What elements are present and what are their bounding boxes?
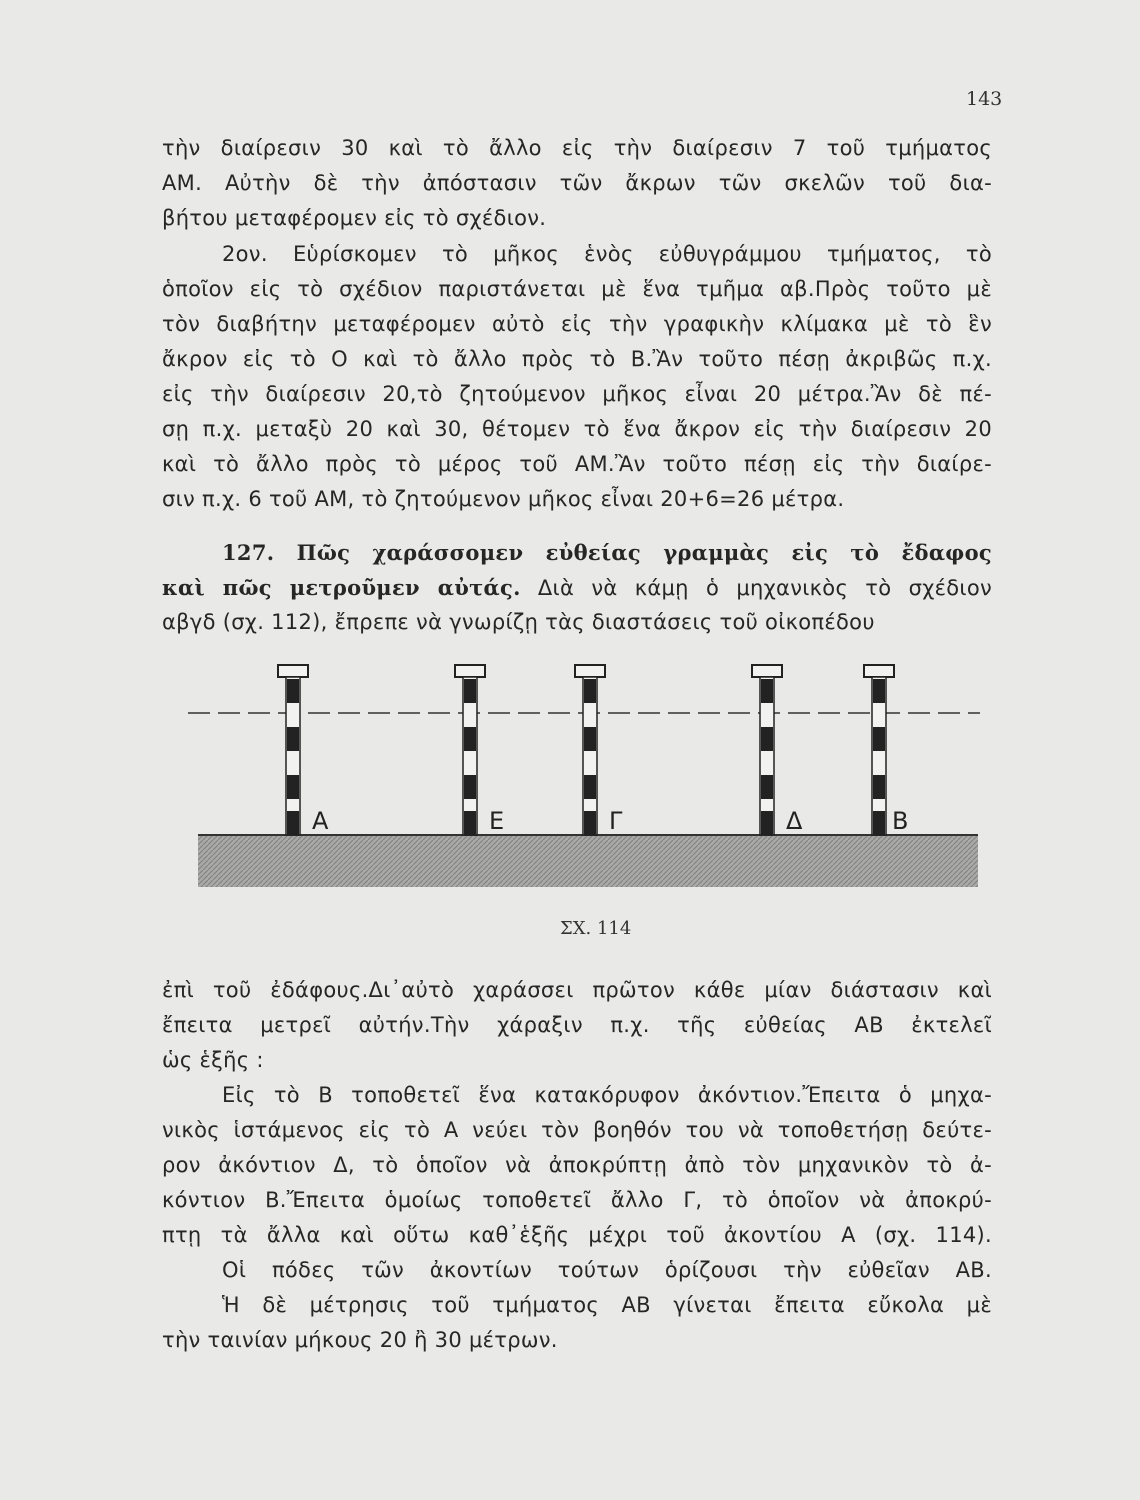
text-line: νικὸς ἱστάμενος εἰς τὸ Α νεύει τὸν βοηθόν του νὰ τοποθετήσῃ δεύτε- <box>162 1118 992 1142</box>
section-heading-text: 127. Πῶς χαράσσομεν εὐθείας γραμμὰς εἰς τὸ ἔδαφος <box>222 540 992 565</box>
text-line: σῃ π.χ. μεταξὺ 20 καὶ 30, θέτομεν τὸ ἕνα ἄκρον εἰς τὴν διαίρεσιν 20 <box>162 417 992 441</box>
ground <box>198 835 978 887</box>
figure-caption: ΣΧ. 114 <box>560 918 632 939</box>
text-line: καὶ τὸ ἄλλο πρὸς τὸ μέρος τοῦ ΑΜ.Ἂν τοῦτο πέσῃ εἰς τὴν διαίρε- <box>162 452 992 476</box>
pole-d <box>752 665 782 835</box>
text-line: ρον ἀκόντιον Δ, τὸ ὁποῖον νὰ ἀποκρύπτῃ ἀπὸ τὸν μηχανικὸν τὸ ἀ- <box>162 1153 992 1177</box>
text-line <box>162 570 992 605</box>
text-line: εἰς τὴν διαίρεσιν 20,τὸ ζητούμενον μῆκος εἶναι 20 μέτρα.Ἂν δὲ πέ- <box>162 382 992 406</box>
paragraph-2 <box>162 237 992 517</box>
text-line: τὴν ταινίαν μήκους 20 ἢ 30 μέτρων. <box>162 1328 558 1352</box>
figure-ranging-poles <box>188 655 988 890</box>
page-number: 143 <box>966 88 1003 110</box>
section-text: Διὰ νὰ κάμῃ ὁ μηχανικὸς τὸ σχέδιον <box>520 576 993 600</box>
pole-a <box>278 665 308 835</box>
text-line: ὡς ἑξῆς : <box>162 1048 264 1072</box>
pole-label-b: Β <box>892 807 909 835</box>
text-line: Εἰς τὸ Β τοποθετεῖ ἕνα κατακόρυφον ἀκόντιον.Ἔπειτα ὁ μηχα- <box>222 1083 992 1107</box>
paragraph-3 <box>162 973 992 1358</box>
pole-e <box>455 665 485 835</box>
section-127 <box>162 535 992 640</box>
text-line: Οἱ πόδες τῶν ἀκοντίων τούτων ὁρίζουσι τὴν εὐθεῖαν ΑΒ. <box>222 1258 992 1282</box>
pole-label-e: Ε <box>489 807 505 835</box>
text-line: τὸν διαβήτην μεταφέρομεν αὐτὸ εἰς τὴν γραφικὴν κλίμακα μὲ τὸ ἓν <box>162 312 992 336</box>
text-line: ἐπὶ τοῦ ἐδάφους.Δι᾽αὐτὸ χαράσσει πρῶτον κάθε μίαν διάστασιν καὶ <box>162 978 992 1002</box>
section-heading <box>162 535 992 570</box>
text-line: 2ον. Εὑρίσκομεν τὸ μῆκος ἑνὸς εὐθυγράμμου τμήματος, τὸ <box>222 242 992 266</box>
pole-label-a: Α <box>312 807 329 835</box>
text-line: ὁποῖον εἰς τὸ σχέδιον παριστάνεται μὲ ἕνα τμῆμα αβ.Πρὸς τοῦτο μὲ <box>162 277 992 301</box>
section-heading-text-cont: καὶ πῶς μετροῦμεν αὐτάς. <box>162 575 521 600</box>
text-line: αβγδ (σχ. 112), ἔπρεπε νὰ γνωρίζῃ τὰς διαστάσεις τοῦ οἰκοπέδου <box>162 610 875 634</box>
text-line: κόντιον Β.Ἔπειτα ὁμοίως τοποθετεῖ ἄλλο Γ, τὸ ὁποῖον νὰ ἀποκρύ- <box>162 1188 992 1212</box>
text-line: ἔπειτα μετρεῖ αὐτήν.Τὴν χάραξιν π.χ. τῆς εὐθείας ΑΒ ἐκτελεῖ <box>162 1013 992 1037</box>
paragraph-1 <box>162 131 992 236</box>
pole-g <box>575 665 605 835</box>
text-line: ἄκρον εἰς τὸ Ο καὶ τὸ ἄλλο πρὸς τὸ Β.Ἂν τοῦτο πέσῃ ἀκριβῶς π.χ. <box>162 347 992 371</box>
pole-b <box>864 665 894 835</box>
text-line: Ἡ δὲ μέτρησις τοῦ τμήματος ΑΒ γίνεται ἔπειτα εὔκολα μὲ <box>222 1293 992 1317</box>
pole-label-g: Γ <box>609 807 623 835</box>
text-line: σιν π.χ. 6 τοῦ ΑΜ, τὸ ζητούμενον μῆκος εἶναι 20+6=26 μέτρα. <box>162 487 845 511</box>
pole-label-d: Δ <box>786 807 803 835</box>
text-line: ΑΜ. Αὐτὴν δὲ τὴν ἀπόστασιν τῶν ἄκρων τῶν σκελῶν τοῦ δια- <box>162 171 992 195</box>
text-line: τὴν διαίρεσιν 30 καὶ τὸ ἄλλο εἰς τὴν διαίρεσιν 7 τοῦ τμήματος <box>162 136 992 160</box>
text-line: πτῃ τὰ ἄλλα καὶ οὕτω καθ᾽ἑξῆς μέχρι τοῦ ἀκοντίου Α (σχ. 114). <box>162 1223 992 1247</box>
text-line: βήτου μεταφέρομεν εἰς τὸ σχέδιον. <box>162 206 547 230</box>
